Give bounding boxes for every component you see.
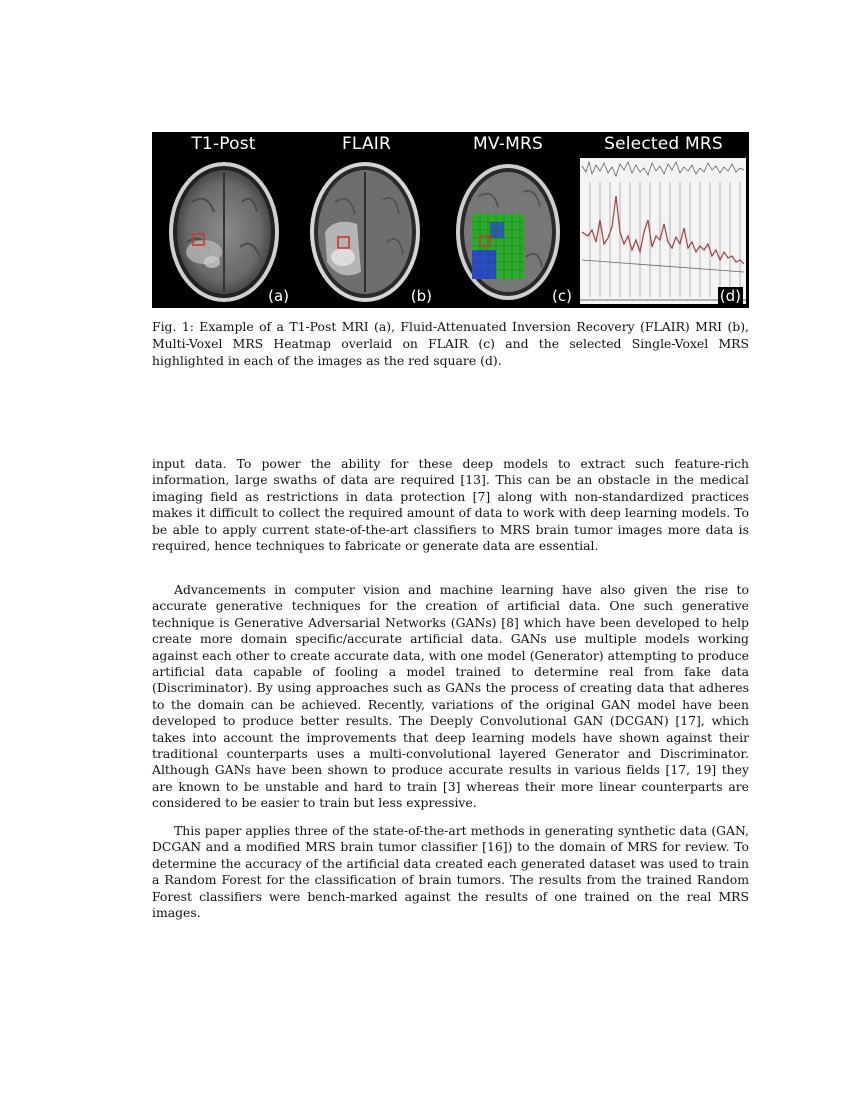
panel-flair <box>295 132 438 308</box>
panel-title-d: Selected MRS <box>604 134 723 154</box>
panel-selected-mrs <box>578 132 749 308</box>
panel-letter-d: (d) <box>719 287 741 305</box>
panel-title-c: MV-MRS <box>473 134 543 154</box>
panel-letter-a: (a) <box>268 287 289 305</box>
panel-letter-b: (b) <box>410 287 432 305</box>
panel-title-a: T1-Post <box>191 134 256 154</box>
mv-mrs-heatmap-image <box>438 132 578 308</box>
panel-mv-mrs <box>438 132 578 308</box>
paragraph-3: This paper applies three of the state-of-the-art methods in generating synthetic data (GAN, DCGAN and a modified MRS brain tumor classifier [16]) to the domain of MRS for review. To determine the accuracy of the artificial data created each generated dataset was used to train a Random Forest for the classification of brain tumors. The results from the trained Random Forest classifiers were bench-marked against the results of one trained on the real MRS images. <box>152 823 749 921</box>
flair-brain-image <box>295 132 438 308</box>
mrs-spectrum-plot <box>578 132 749 308</box>
figure-caption: Fig. 1: Example of a T1-Post MRI (a), Fluid-Attenuated Inversion Recovery (FLAIR) MRI (b), Multi-Voxel MRS Heatmap overlaid on FLAIR (c) and the selected Single-Voxel MRS highlighted in each of the images as the red square (d). <box>152 319 749 368</box>
panel-t1-post <box>152 132 295 308</box>
paragraph-2: Advancements in computer vision and machine learning have also given the rise to accurate generative techniques for the creation of artificial data. One such generative technique is Generative Adversarial Networks (GANs) [8] which have been developed to help create more domain specific/accurate artificial data. GANs use multiple models working against each other to create accurate data, with one model (Generator) attempting to produce artificial data capable of fooling a model trained to determine real from fake data (Discriminator). By using approaches such as GANs the process of creating data that adheres to the domain can be achieved. Recently, variations of the original GAN model have been developed to produce better results. The Deeply Convolutional GAN (DCGAN) [17], which takes into account the improvements that deep learning models have shown against their traditional counterparts uses a multi-convolutional layered Generator and Discriminator. Although GANs have been shown to produce accurate results in various fields [17, 19] they are known to be unstable and hard to train [3] whereas their more linear counterparts are considered to be easier to train but less expressive. <box>152 582 749 811</box>
heatmap-blue-region <box>472 250 496 279</box>
panel-title-b: FLAIR <box>341 134 392 154</box>
paragraph-1: input data. To power the ability for these deep models to extract such feature-rich information, large swaths of data are required [13]. This can be an obstacle in the medical imaging field as restrictions in data protection [7] along with non-standardized practices makes it difficult to collect the required amount of data to work with deep learning models. To be able to apply current state-of-the-art classifiers to MRS brain tumor images more data is required, hence techniques to fabricate or generate data are essential. <box>152 456 749 554</box>
t1-post-brain-image <box>152 132 295 308</box>
panel-letter-c: (c) <box>552 287 572 305</box>
mri-figure <box>152 132 749 308</box>
